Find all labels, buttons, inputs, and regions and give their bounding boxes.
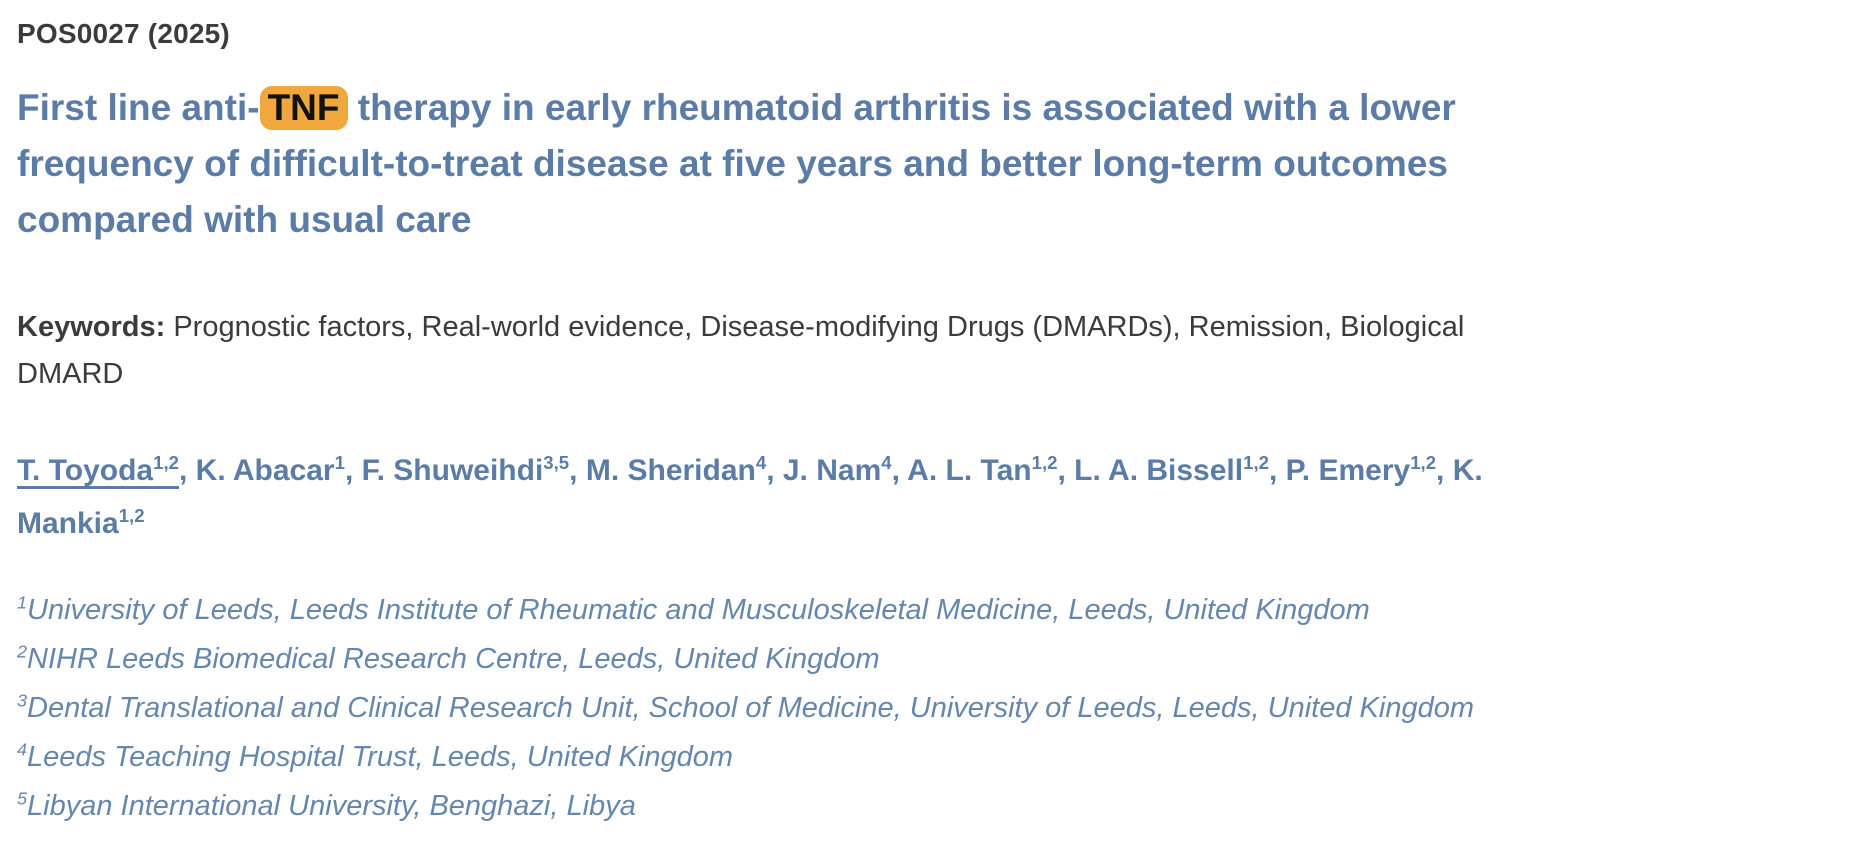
title-highlight-tnf: TNF bbox=[260, 86, 348, 130]
author bbox=[907, 454, 1074, 487]
author bbox=[783, 454, 907, 487]
affiliation-number: 5 bbox=[17, 788, 27, 809]
author-name-text: M. Sheridan bbox=[585, 454, 756, 487]
affiliation bbox=[17, 586, 1857, 635]
author bbox=[1074, 454, 1285, 487]
author-presenting bbox=[17, 454, 196, 487]
author-separator: , bbox=[178, 454, 196, 487]
affiliation-text: Dental Translational and Clinical Research Unit, School of Medicine, University of Leeds, Leeds, United Kingdom bbox=[27, 692, 1474, 724]
affiliation-number: 4 bbox=[17, 739, 27, 760]
affiliation-number: 1 bbox=[17, 592, 27, 613]
author-affiliation-sup: 4 bbox=[755, 452, 767, 473]
affiliation-number: 2 bbox=[17, 641, 27, 662]
affiliation-text: NIHR Leeds Biomedical Research Centre, Leeds, United Kingdom bbox=[27, 643, 880, 675]
keywords-label: Keywords: bbox=[17, 311, 166, 343]
author-name-text: A. L. Tan bbox=[907, 454, 1032, 487]
author bbox=[586, 454, 783, 487]
author-affiliation-sup: 3,5 bbox=[543, 452, 570, 473]
author-name-text: F. Shuweihdi bbox=[361, 454, 544, 487]
affiliation-list bbox=[17, 586, 1857, 831]
keywords-line bbox=[17, 304, 1577, 398]
abstract-page bbox=[17, 18, 1857, 831]
author-affiliation-sup: 1,2 bbox=[153, 452, 179, 473]
author-separator: , bbox=[1436, 454, 1453, 487]
author-name-text: J. Nam bbox=[782, 454, 882, 487]
keywords-list: Prognostic factors, Real-world evidence, Disease-modifying Drugs (DMARDs), Remission, Biological DMARD bbox=[17, 311, 1465, 390]
author-affiliation-sup: 1,2 bbox=[1243, 452, 1269, 473]
abstract-title bbox=[17, 80, 1577, 248]
author-name-text: L. A. Bissell bbox=[1074, 454, 1244, 487]
author-separator: , bbox=[1268, 454, 1286, 487]
affiliation-text: Leeds Teaching Hospital Trust, Leeds, United Kingdom bbox=[27, 741, 734, 773]
affiliation-number: 3 bbox=[17, 690, 27, 711]
author-affiliation-sup: 1,2 bbox=[1410, 452, 1437, 473]
title-text-pre: First line anti- bbox=[17, 87, 260, 128]
affiliation bbox=[17, 635, 1857, 684]
author-name-text: K. Mankia bbox=[17, 454, 1483, 540]
author-separator: , bbox=[891, 454, 908, 487]
author-separator: , bbox=[569, 454, 586, 487]
author-name bbox=[17, 454, 179, 487]
author bbox=[1286, 454, 1453, 487]
author-name-text: P. Emery bbox=[1285, 454, 1411, 487]
author-separator: , bbox=[1057, 454, 1075, 487]
author-affiliation-sup: 1,2 bbox=[1031, 452, 1058, 473]
author-separator: , bbox=[344, 454, 362, 487]
author-name-text: T. Toyoda bbox=[17, 454, 154, 487]
affiliation-text: University of Leeds, Leeds Institute of Rheumatic and Musculoskeletal Medicine, Leeds, United Kingdom bbox=[27, 594, 1370, 626]
affiliation bbox=[17, 733, 1857, 782]
title-text-post: therapy in early rheumatoid arthritis is associated with a lower frequency of difficult-to-treat disease at five years and better long-term outcomes compared with usual care bbox=[17, 87, 1456, 240]
author-affiliation-sup: 4 bbox=[881, 452, 892, 473]
author-affiliation-sup: 1,2 bbox=[118, 505, 145, 526]
affiliation bbox=[17, 684, 1857, 733]
author-list bbox=[17, 444, 1577, 550]
author-name-text: K. Abacar bbox=[195, 454, 335, 487]
author bbox=[196, 454, 362, 487]
affiliation bbox=[17, 782, 1857, 831]
author bbox=[362, 454, 586, 487]
abstract-id: POS0027 (2025) bbox=[17, 18, 230, 49]
affiliation-text: Libyan International University, Benghazi, Libya bbox=[27, 790, 636, 822]
author-affiliation-sup: 1 bbox=[334, 452, 345, 473]
author-separator: , bbox=[766, 454, 783, 487]
